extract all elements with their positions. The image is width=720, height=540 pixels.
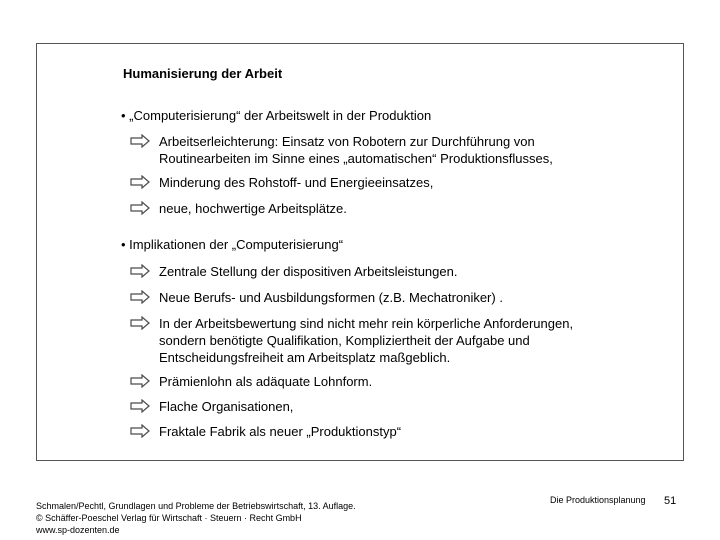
arrow-right-icon	[130, 201, 150, 215]
list-item-text: Zentrale Stellung der dispositiven Arbeitsleistungen.	[159, 264, 458, 279]
arrow-right-icon	[130, 175, 150, 189]
arrow-right-icon	[130, 424, 150, 438]
list-item-text: neue, hochwertige Arbeitsplätze.	[159, 201, 347, 216]
list-item-text: Flache Organisationen,	[159, 399, 294, 414]
section-heading: • „Computerisierung“ der Arbeitswelt in der Produktion	[121, 108, 432, 123]
arrow-right-icon	[130, 290, 150, 304]
arrow-right-icon	[130, 134, 150, 148]
list-item-text: Fraktale Fabrik als neuer „Produktionstyp“	[159, 424, 402, 439]
footer-chapter: Die Produktionsplanung	[550, 495, 646, 505]
list-item-text: In der Arbeitsbewertung sind nicht mehr rein körperliche Anforderungen, sondern benötigte Qualifikation, Kompliziertheit der Aufgabe und Entscheidungsfreiheit am Arbeitsplatz maßgeblich.	[159, 316, 574, 365]
slide-title: Humanisierung der Arbeit	[123, 66, 283, 81]
section-heading: • Implikationen der „Computerisierung“	[121, 237, 344, 252]
arrow-right-icon	[130, 374, 150, 388]
arrow-right-icon	[130, 264, 150, 278]
list-item-text: Prämienlohn als adäquate Lohnform.	[159, 374, 373, 389]
arrow-right-icon	[130, 316, 150, 330]
page-number: 51	[664, 495, 677, 507]
footer-citation: Schmalen/Pechtl, Grundlagen und Probleme der Betriebswirtschaft, 13. Auflage. © Schäffer-Poeschel Verlag für Wirtschaft · Steuern · Recht GmbH www.sp-dozenten.de	[36, 501, 356, 535]
arrow-right-icon	[130, 399, 150, 413]
list-item-text: Minderung des Rohstoff- und Energieeinsatzes,	[159, 175, 434, 190]
list-item-text: Neue Berufs- und Ausbildungsformen (z.B. Mechatroniker) .	[159, 290, 503, 305]
list-item-text: Arbeitserleichterung: Einsatz von Robotern zur Durchführung von Routinearbeiten im Sinne eines „automatischen“ Produktionsflusses,	[159, 134, 553, 166]
